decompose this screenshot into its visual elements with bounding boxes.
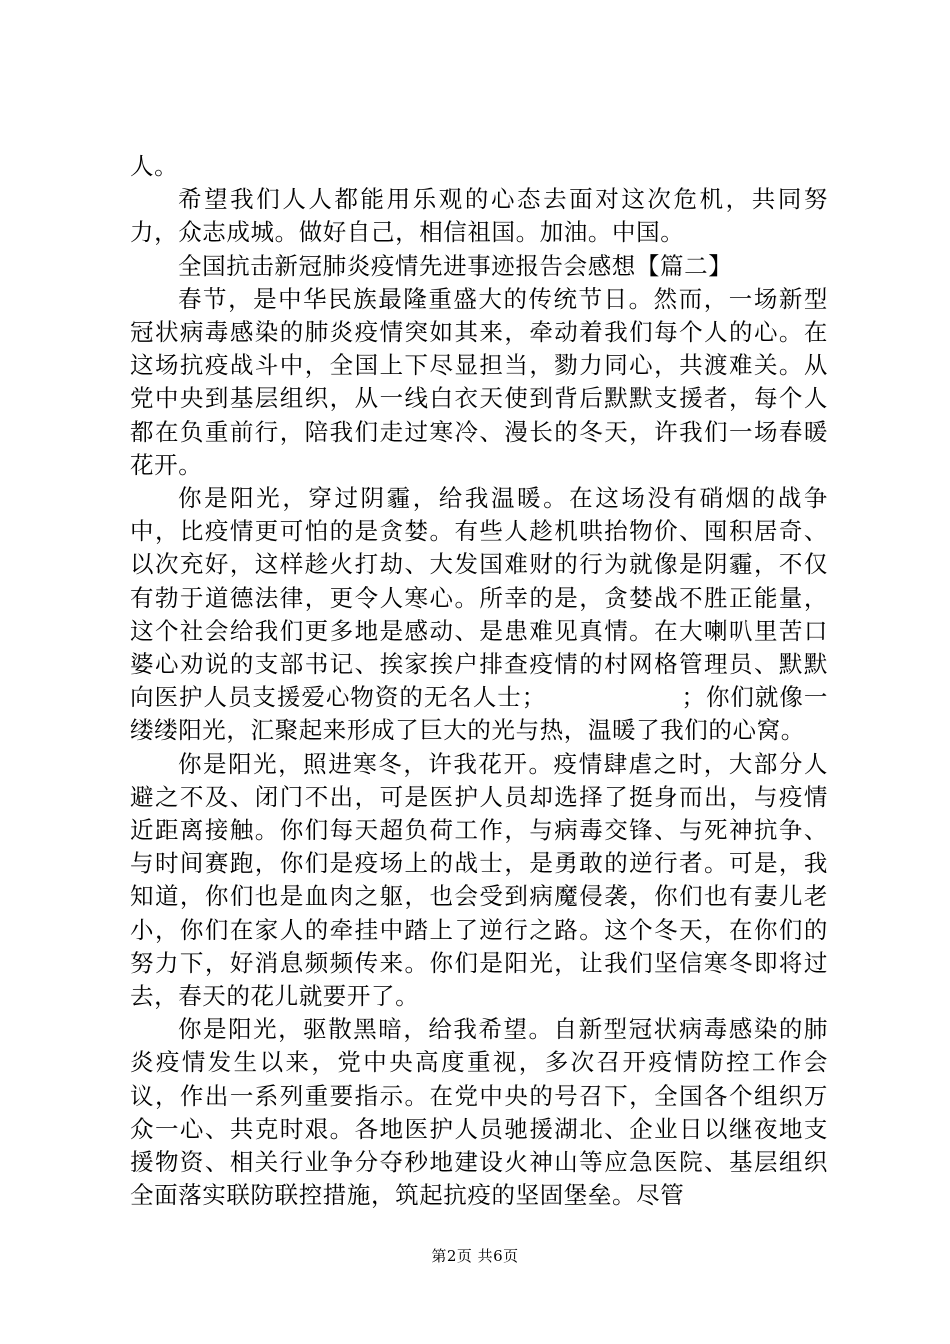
paragraph-continuation: 人。 bbox=[130, 152, 179, 180]
paragraph-sunshine-hope: 你是阳光，驱散黑暗，给我希望。自新型冠状病毒感染的肺炎疫情发生以来，党中央高度重视，多次召开疫情防控工作会议，作出一系列重要指示。在党中央的号召下，全国各个组织万众一心、共克时艰。各地医护人员驰援湖北、企业日以继夜地支援物资、相关行业争分夺秒地建设火神山等应急医院、基层组织全面落实联防联控措施，筑起抗疫的坚固堡垒。尽管 bbox=[130, 1015, 828, 1210]
paragraph-spring-festival: 春节，是中华民族最隆重盛大的传统节日。然而，一场新型冠状病毒感染的肺炎疫情突如其来，牵动着我们每个人的心。在这场抗疫战斗中，全国上下尽显担当，勠力同心，共渡难关。从党中央到基层组织，从一线白衣天使到背后默默支援者，每个人都在负重前行，陪我们走过寒冷、漫长的冬天，许我们一场春暖花开。 bbox=[130, 284, 828, 479]
paragraph-hope: 希望我们人人都能用乐观的心态去面对这次危机，共同努力，众志成城。做好自己，相信祖国。加油。中国。 bbox=[130, 185, 828, 247]
paragraph-sunshine-warmth: 你是阳光，穿过阴霾，给我温暖。在这场没有硝烟的战争中，比疫情更可怕的是贪婪。有些人趁机哄抬物价、囤积居奇、以次充好，这样趁火打劫、大发国难财的行为就像是阴霾，不仅有勃于道德法律，更令人寒心。所幸的是，贪婪战不胜正能量，这个社会给我们更多地是感动、是患难见真情。在大喇叭里苦口婆心劝说的支部书记、挨家挨户排查疫情的村网格管理员、默默向医护人员支援爱心物资的无名人士； ；你们就像一缕缕阳光，汇聚起来形成了巨大的光与热，温暖了我们的心窝。 bbox=[130, 484, 828, 745]
document-body bbox=[130, 150, 828, 1213]
paragraph-sunshine-winter: 你是阳光，照进寒冬，许我花开。疫情肆虐之时，大部分人避之不及、闭门不出，可是医护人员却选择了挺身而出，与疫情近距离接触。你们每天超负荷工作，与病毒交锋、与死神抗争、与时间赛跑，你们是疫场上的战士，是勇敢的逆行者。可是，我知道，你们也是血肉之躯，也会受到病魔侵袭，你们也有妻儿老小，你们在家人的牵挂中踏上了逆行之路。这个冬天，在你们的努力下，好消息频频传来。你们是阳光，让我们坚信寒冬即将过去，春天的花儿就要开了。 bbox=[130, 749, 828, 1011]
section-heading: 全国抗击新冠肺炎疫情先进事迹报告会感想【篇二】 bbox=[178, 251, 733, 280]
page-number-footer: 第2页 共6页 bbox=[431, 1247, 519, 1265]
